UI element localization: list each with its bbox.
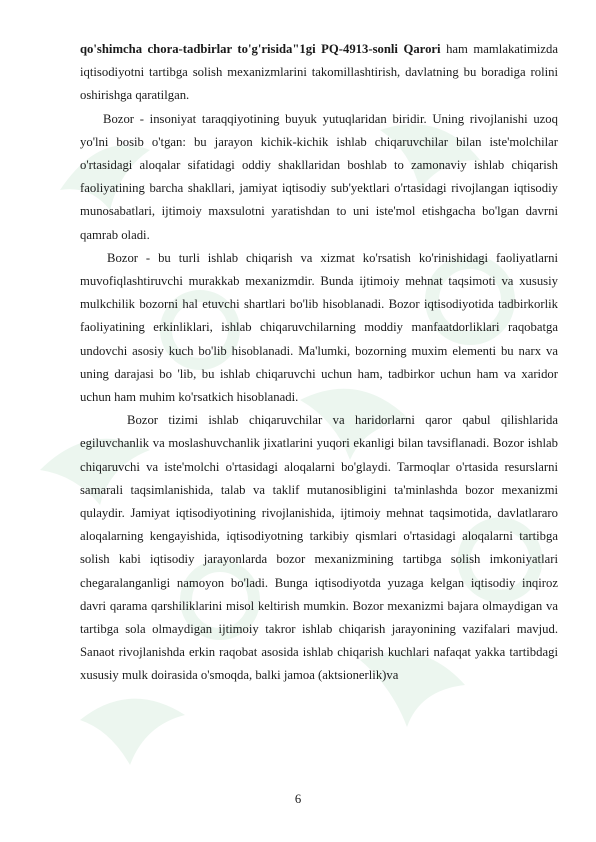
watermark-leaf-5 [80, 699, 185, 765]
page-number: 6 [294, 792, 302, 806]
document-body [80, 38, 558, 688]
paragraph-4: Bozor tizimi ishlab chiqaruvchilar va haridorlarni qaror qabul qilishlarida egiluvchanlik va moslashuvchanlik jixatlarini yuqori ekanligi bilan tavsiflanadi. Bozor ishlab chiqaruvchi va iste'molchi o'rtasidagi aloqalarni bo'glaydi. Tarmoqlar o'rtasida resurslarni samarali taqsimlanishida, talab va taklif mutanosibligini ta'minlashda bozor mexanizmi qulaydir. Jamiyat iqtisodiyotining rivojlanishida, ijtimoiy mehnat taqsimotida, davlatlararo aloqalarning kengayishida, iqtisodiyotning tarkibiy qismlari o'rtasidagi aloqalarni tartibga solish kabi iqtisodiy jarayonlarda bozor mexanizmining tartibga solish imkoniyatlari chegaralanganligi namoyon bo'ladi. Bunga iqtisodiyotda yuzaga kelgan iqtisodiy inqiroz davri qarama qarshiliklarini misol keltirish mumkin. Bozor mexanizmi bajara olmaydigan va tartibga sola olmaydigan ijtimoiy takror ishlab chiqarish jarayonining vazifalari mavjud. Sanaot rivojlanishda erkin raqobat asosida ishlab chiqarish kuchlari nafaqat yakka tartibdagi xususiy mulk doirasida o'smoqda, balki jamoa (aktsionerlik)va [80, 413, 558, 683]
paragraph-1-rest: ham mamlakatimizda iqtisodiyotni tartibga solish mexanizmlarini takomillashtirish, davlatning bu boradiga rolini oshirishga qaratilgan. [80, 42, 558, 103]
paragraph-2: Bozor - insoniyat taraqqiyotining buyuk yutuqlaridan biridir. Uning rivojlanishi uzoq yo'lni bosib o'tgan: bu jarayon kichik-kichik ishlab chiqaruvchilar bilan iste'molchilar o'rtasidagi aloqalar sifatidagi oddiy shakllaridan boshlab to zamonaviy ishlab chiqarish faoliyatining barcha shakllari, jamiyat iqtisodiy sub'yektlari o'rtasidagi rivojlangan iqtisodiy munosabatlari, ijtimoiy maxsulotni yaratishdan to uni iste'mol etishgacha bo'lgan davrni qamrab oladi. [80, 111, 558, 242]
paragraph-1-bold: qo'shimcha chora-tadbirlar to'g'risida"1gi PQ-4913-sonli Qarori [80, 42, 441, 56]
paragraph-3: Bozor - bu turli ishlab chiqarish va xizmat ko'rsatish ko'rinishidagi faoliyatlarni muvofiqlashtiruvchi murakkab mexanizmdir. Bunda ijtimoiy mehnat taqsimoti va xususiy mulkchilik bozorni hal etuvchi shartlari bo'lib hisoblanadi. Bozor iqtisodiyotida tadbirkorlik faoliyatining erkinliklari, ishlab chiqaruvchilarning moddiy manfaatdorliklari raqobatga undovchi asosiy kuch bo'lib hisoblanadi. Ma'lumki, bozorning muxim elementi bu narx va uning darajasi bo 'lib, bu ishlab chiqaruvchi uchun ham, tadbirkor uchun ham va xaridor uchun ham muhim ko'rsatkich hisoblanadi. [80, 250, 558, 405]
paragraph-1 [80, 38, 558, 108]
